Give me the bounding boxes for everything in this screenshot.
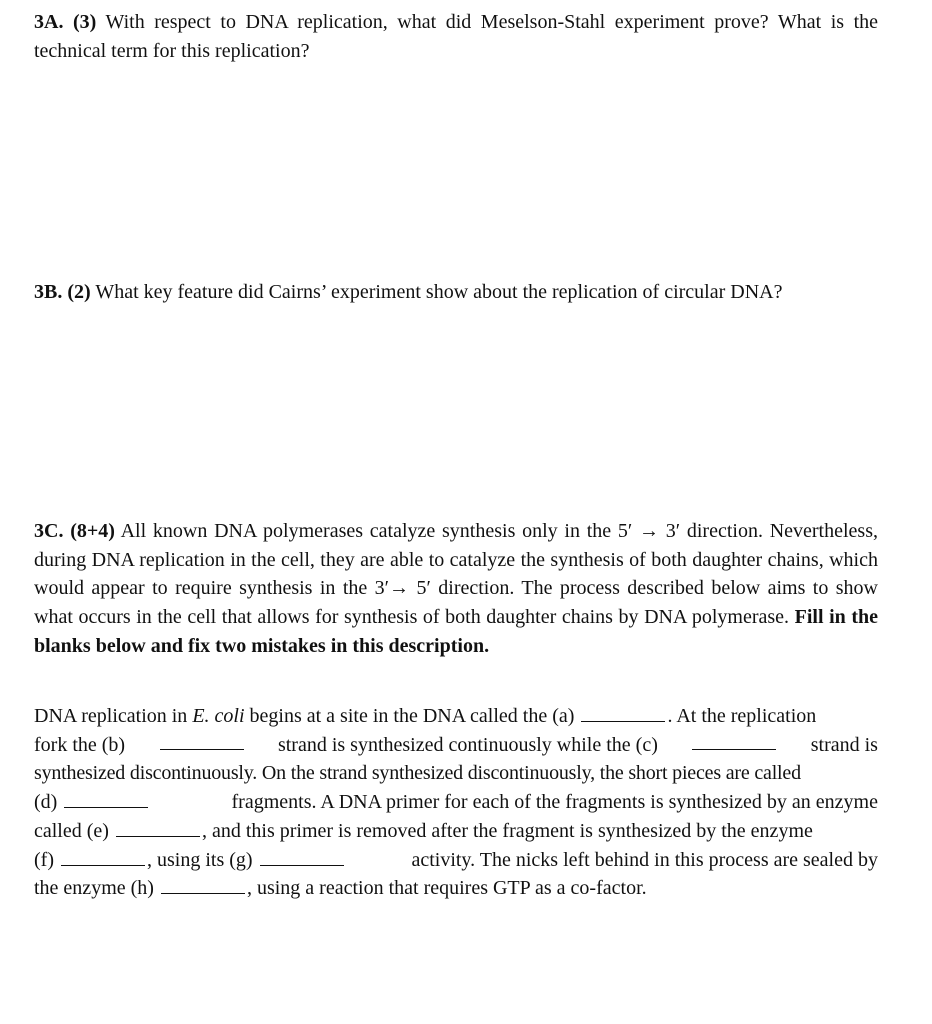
blank-d[interactable] — [64, 789, 148, 808]
passage-text: the enzyme (h) — [34, 877, 154, 900]
passage-text: synthesized discontinuously. On the strand synthesized discontinuously, the short pieces are called — [34, 762, 801, 785]
passage-line-4 — [34, 788, 878, 817]
question-3c — [34, 517, 878, 661]
passage-text: (f) — [34, 848, 54, 871]
blank-b[interactable] — [160, 731, 244, 750]
passage-line-2 — [34, 731, 878, 760]
blank-a[interactable] — [581, 703, 665, 722]
fill-in-passage — [34, 702, 878, 903]
blank-f[interactable] — [61, 847, 145, 866]
passage-line-7 — [34, 874, 878, 903]
passage-text: , using its (g) — [146, 848, 253, 871]
question-3b — [34, 278, 878, 307]
species-name: E. coli — [192, 705, 245, 727]
passage-text: DNA replication in — [34, 705, 188, 727]
passage-text: strand is synthesized continuously while the (c) — [277, 733, 658, 756]
passage-text: , using a reaction that requires GTP as a co-factor. — [246, 877, 647, 900]
passage-text: fragments. A DNA primer for each of the fragments is synthesized by an enzyme — [231, 791, 878, 814]
question-3c-instruction: Fill in the blanks below and fix two mistakes in this description. — [34, 606, 879, 657]
question-3b-label: 3B. (2) — [34, 281, 91, 303]
question-3c-intro: All known DNA polymerases catalyze synthesis only in the 5′ → 3′ direction. Nevertheless, during DNA replication in the cell, they are able to catalyze the synthesis of both daughter chains, which would appear to require synthesis in the 3′→ 5′ direction. The process described below aims to show what occurs in the cell that allows for synthesis of both daughter chains by DNA polymerase. — [34, 520, 878, 629]
passage-text: , and this primer is removed after the fragment is synthesized by the enzyme — [201, 819, 813, 842]
question-3c-label: 3C. (8+4) — [34, 520, 115, 542]
passage-text: activity. The nicks left behind in this process are sealed by — [411, 848, 878, 871]
question-3b-text: What key feature did Cairns’ experiment show about the replication of circular DNA? — [95, 281, 783, 303]
passage-text: called (e) — [34, 819, 109, 842]
passage-line-3 — [34, 759, 878, 788]
passage-line-6 — [34, 846, 878, 875]
passage-text: fork the (b) — [34, 733, 126, 756]
passage-text: begins at a site in the DNA called the (a) — [249, 705, 575, 727]
question-3a-label: 3A. (3) — [34, 11, 97, 33]
blank-c[interactable] — [692, 731, 776, 750]
passage-line-1 — [34, 702, 878, 731]
blank-h[interactable] — [161, 875, 245, 894]
passage-line-5 — [34, 817, 878, 846]
passage-text: . At the replication — [667, 705, 817, 727]
blank-e[interactable] — [116, 818, 200, 837]
passage-text: (d) — [34, 791, 58, 814]
passage-text: strand is — [810, 733, 878, 756]
question-3a-text: With respect to DNA replication, what did Meselson-Stahl experiment prove? What is the technical term for this replication? — [34, 11, 879, 62]
blank-g[interactable] — [260, 847, 344, 866]
question-3a — [34, 8, 878, 65]
